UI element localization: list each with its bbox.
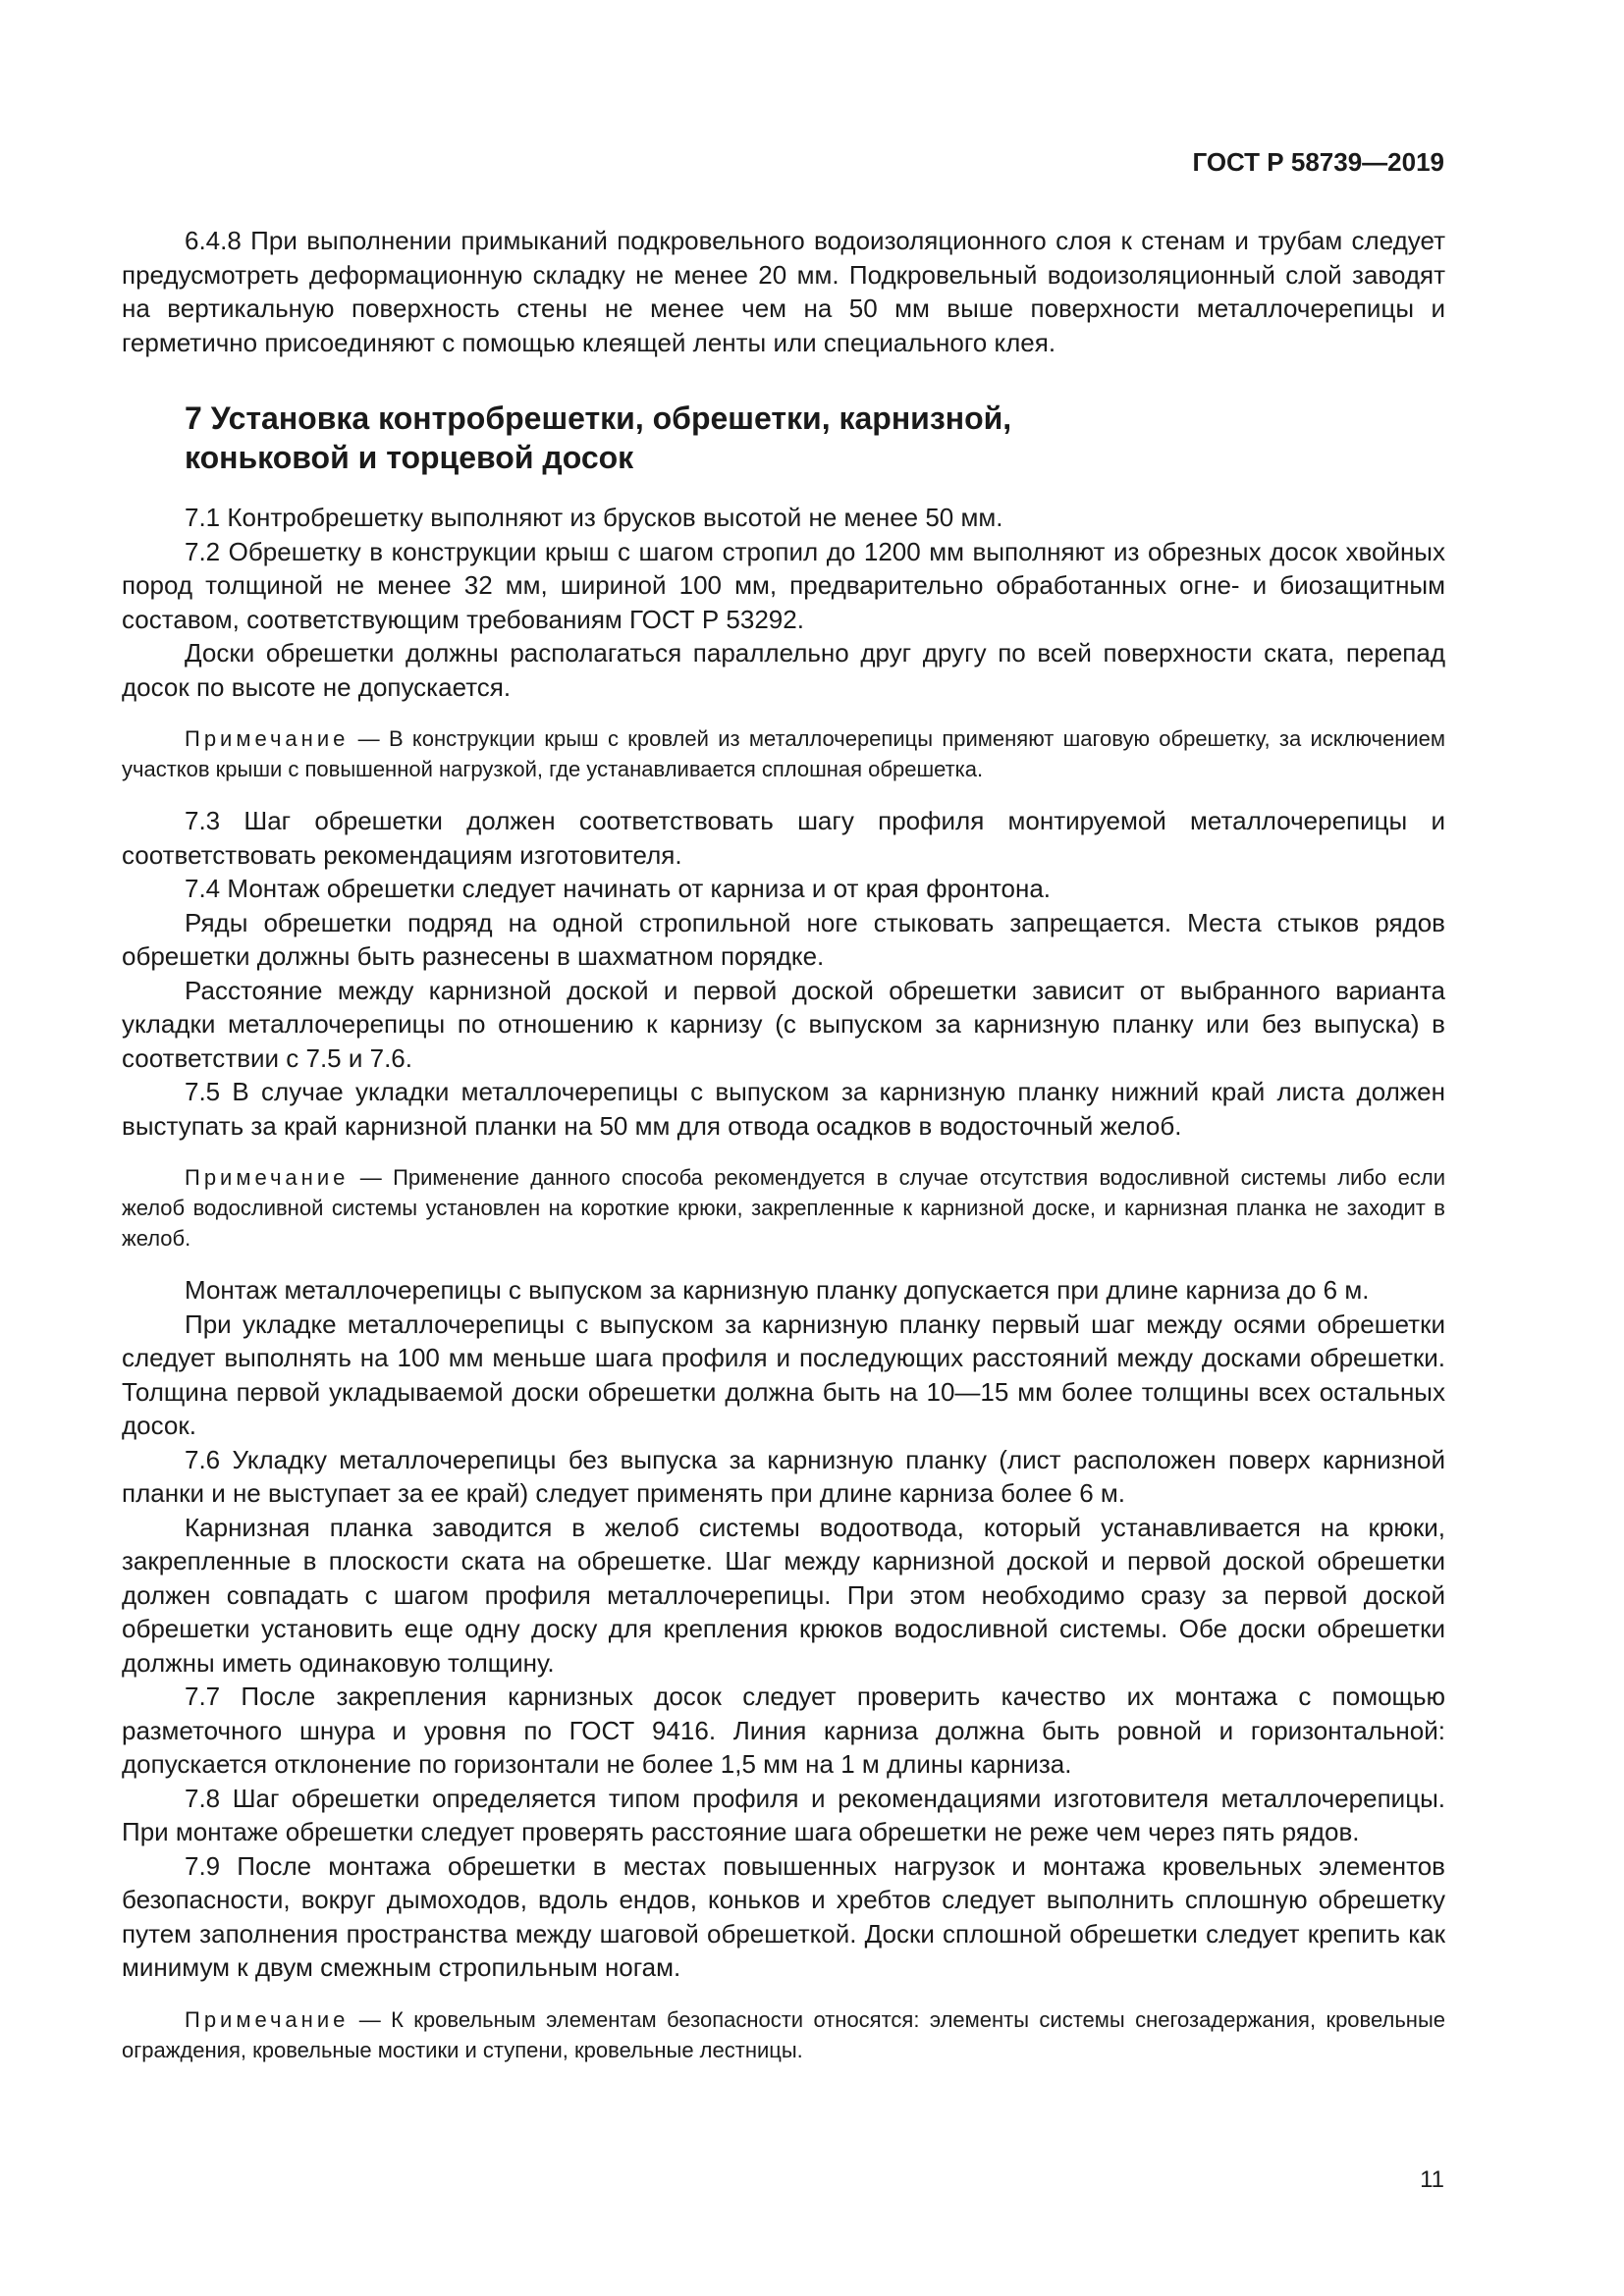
paragraph-7-5-continued-2: При укладке металлочерепицы с выпуском за карнизную планку первый шаг между осями обрешетки следует выполнять на 100 мм меньше шага профиля и последующих расстояний между досками обрешетки. Толщина первой укладываемой доски обрешетки должна быть на 10—15 мм более толщины всех остальных досок. bbox=[122, 1308, 1445, 1440]
paragraph-7-8: 7.8 Шаг обрешетки определяется типом профиля и рекомендациями изготовителя металлочерепицы. При монтаже обрешетки следует проверять расстояние шага обрешетки не реже чем через пять рядов. bbox=[122, 1783, 1445, 1846]
note-label: Примечание bbox=[185, 726, 350, 751]
paragraph-7-6: 7.6 Укладку металлочерепицы без выпуска за карнизную планку (лист расположен поверх карнизной планки и не выступает за ее край) следует применять при длине карниза более 6 м. bbox=[122, 1444, 1445, 1508]
paragraph-7-3: 7.3 Шаг обрешетки должен соответствовать шагу профиля монтируемой металлочерепицы и соответствовать рекомендациям изготовителя. bbox=[122, 806, 1445, 870]
paragraph-7-9: 7.9 После монтажа обрешетки в местах повышенных нагрузок и монтажа кровельных элементов безопасности, вокруг дымоходов, вдоль ендов, коньков и хребтов следует выполнить сплошную обрешетку путем заполнения пространства между шаговой обрешеткой. Доски сплошной обрешетки следует крепить как минимум к двум смежным стропильным ногам. bbox=[122, 1850, 1445, 1982]
paragraph-7-6-continued: Карнизная планка заводится в желоб системы водоотвода, который устанавливается на крюки, закрепленные в плоскости ската на обрешетке. Шаг между карнизной доской и первой доской обрешетки должен совпадать с шагом профиля металлочерепицы. При этом необходимо сразу за первой доской обрешетки установить еще одну доску для крепления крюков водосливной системы. Обе доски обрешетки должны иметь одинаковую толщину. bbox=[122, 1512, 1445, 1678]
section-7-heading bbox=[185, 399, 1445, 477]
note-1 bbox=[122, 723, 1445, 784]
note-1-text: — В конструкции крыш с кровлей из металлочерепицы применяют шаговую обрешетку, за исключением участков крыши с повышенной нагрузкой, где устанавливается сплошная обрешетка. bbox=[122, 726, 1445, 781]
note-label: Примечание bbox=[185, 1165, 350, 1190]
paragraph-7-4: 7.4 Монтаж обрешетки следует начинать от карниза и от края фронтона. bbox=[185, 874, 1052, 903]
paragraph-7-5: 7.5 В случае укладки металлочерепицы с выпуском за карнизную планку нижний край листа должен выступать за край карнизной планки на 50 мм для отвода осадков в водосточный желоб. bbox=[122, 1077, 1445, 1141]
note-3-text: — К кровельным элементам безопасности относятся: элементы системы снегозадержания, кровельные ограждения, кровельные мостики и ступени, кровельные лестницы. bbox=[122, 2006, 1445, 2062]
note-3 bbox=[122, 2004, 1445, 2065]
note-2-text: — Применение данного способа рекомендуется в случае отсутствия водосливной системы либо если желоб водосливной системы установлен на короткие крюки, закрепленные к карнизной доске, и карнизная планка не заходит в желоб. bbox=[122, 1165, 1445, 1251]
paragraph-7-7: 7.7 После закрепления карнизных досок следует проверить качество их монтажа с помощью разметочного шнура и уровня по ГОСТ 9416. Линия карниза должна быть ровной и горизонтальной: допускается отклонение по горизонтали не более 1,5 мм на 1 м длины карниза. bbox=[122, 1682, 1445, 1779]
paragraph-7-2: 7.2 Обрешетку в конструкции крыш с шагом стропил до 1200 мм выполняют из обрезных досок хвойных пород толщиной не менее 32 мм, шириной 100 мм, предварительно обработанных огне- и биозащитным составом, соответствующим требованиям ГОСТ Р 53292. bbox=[122, 536, 1445, 634]
paragraph-7-1: 7.1 Контробрешетку выполняют из брусков высотой не менее 50 мм. bbox=[185, 503, 1003, 532]
paragraph-7-4-continued-1: Ряды обрешетки подряд на одной стропильной ноге стыковать запрещается. Места стыков рядов обрешетки должны быть разнесены в шахматном порядке. bbox=[122, 907, 1445, 971]
section-7-title-line-2: коньковой и торцевой досок bbox=[185, 440, 634, 475]
note-2 bbox=[122, 1162, 1445, 1254]
document-header: ГОСТ Р 58739—2019 bbox=[1192, 147, 1444, 177]
paragraph-6-4-8: 6.4.8 При выполнении примыканий подкровельного водоизоляционного слоя к стенам и трубам следует предусмотреть деформационную складку не менее 20 мм. Подкровельный водоизоляционный слой заводят на вертикальную поверхность стены не менее чем на 50 мм выше поверхности металлочерепицы и герметично присоединяют с помощью клеящей ленты или специального клея. bbox=[122, 226, 1445, 357]
paragraph-7-2-continued: Доски обрешетки должны располагаться параллельно друг другу по всей поверхности ската, перепад досок по высоте не допускается. bbox=[122, 638, 1445, 702]
note-label: Примечание bbox=[185, 2006, 350, 2032]
section-7-title-line-1: 7 Установка контробрешетки, обрешетки, карнизной, bbox=[185, 400, 1012, 436]
page-content bbox=[122, 224, 1445, 2085]
paragraph-7-4-continued-2: Расстояние между карнизной доской и первой доской обрешетки зависит от выбранного варианта укладки металлочерепицы по отношению к карнизу (с выпуском за карнизную планку или без выпуска) в соответствии с 7.5 и 7.6. bbox=[122, 975, 1445, 1073]
paragraph-7-5-continued-1: Монтаж металлочерепицы с выпуском за карнизную планку допускается при длине карниза до 6 м. bbox=[185, 1275, 1370, 1305]
page-number: 11 bbox=[1420, 2166, 1444, 2193]
